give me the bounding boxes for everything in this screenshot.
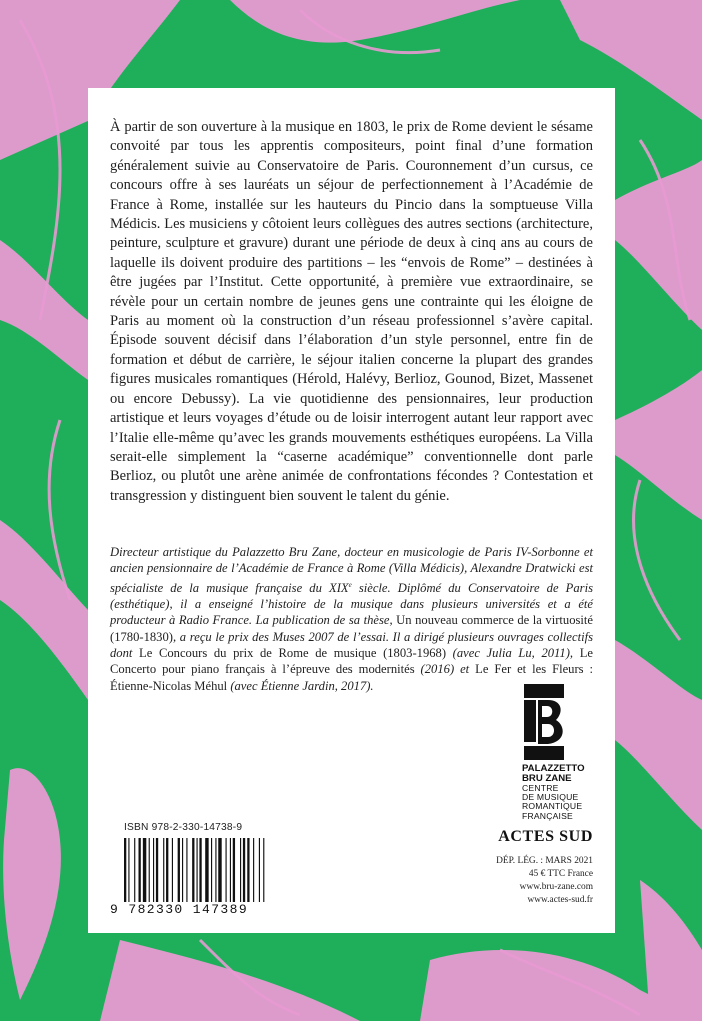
- palazzetto-bru-zane-logo: [522, 684, 602, 821]
- logo-subtitle-line-4: FRANÇAISE: [522, 810, 573, 821]
- bio-book-title-3: Le Concerto pour piano français à l’épreuve des modernités: [110, 645, 593, 677]
- author-biography: [110, 544, 593, 694]
- website-actes-sud: www.actes-sud.fr: [527, 895, 593, 905]
- barcode-digits: 9 782330 147389: [110, 902, 249, 917]
- bio-book-title-1: Un nouveau commerce de la virtuosité (1780-1830): [110, 613, 593, 644]
- publication-meta: [496, 855, 593, 907]
- bio-text-2: siècle. Diplômé du Conservatoire de Paris (esthétique), il a enseigné l’histoire de la musique dans plusieurs universités et a été producteur à Radio France. La publication de sa thèse,: [110, 580, 593, 628]
- isbn-barcode: [110, 838, 306, 918]
- bio-book-title-2: Le Concours du prix de Rome de musique (1803-1968): [139, 645, 447, 660]
- text-panel: [88, 88, 615, 933]
- legal-deposit: DÉP. LÉG. : MARS 2021: [496, 856, 593, 866]
- bio-text-4: (avec Julia Lu, 2011),: [446, 645, 580, 660]
- barcode-bars: [124, 838, 304, 902]
- bru-zane-logo-mark-icon: [522, 684, 566, 760]
- publisher-name: ACTES SUD: [498, 828, 593, 845]
- bio-text-3: , a reçu le prix des Muses 2007 de l’essai. Il a dirigé plusieurs ouvrages collectifs dont: [110, 629, 593, 660]
- logo-subtitle-line-3: ROMANTIQUE: [522, 801, 583, 812]
- logo-title-line-1: PALAZZETTO: [522, 763, 585, 774]
- back-cover-summary: À partir de son ouverture à la musique en 1803, le prix de Rome devient le sésame convoité par tous les apprentis compositeurs, point final d’une formation généralement suivie au Conservatoire de Paris. Couronnement d’un cursus, ce concours offre à ses lauréats un séjour de perfectionnement à l’Académie de France à Rome, installée sur les hauteurs du Pincio dans la somptueuse Villa Médicis. Les musiciens y côtoient leurs collègues des autres sections (architecture, peinture, sculpture et gravure) durant une période de deux à cinq ans au cours de laquelle ils doivent produire des partitions – les “envois de Rome” – destinées à être jugées par l’Institut. Cette opportunité, à première vue extraordinaire, se révèle pour un certain nombre de jeunes gens une contrainte qui les éloigne de Paris au moment où la construction d’un réseau professionnel s’avère capital. Épisode souvent décisif dans l’élaboration d’un style personnel, entre fin de formation et début de carrière, le séjour italien concerne la plupart des grandes figures musicales romantiques (Hérold, Halévy, Berlioz, Gounod, Bizet, Massenet ou encore Debussy). La vie quotidienne des pensionnaires, leur production artistique et leurs voyages d’étude ou de loisir interrogent autant leur rapport avec l’Italie elle-même qu’avec les grands mouvements esthétiques européens. La Villa serait-elle simplement la “caserne académique” conventionnelle dont parle Berlioz, ou plutôt une arène animée de confrontations fécondes ? Contestation et transgression y distinguent bien souvent le talent du génie.: [110, 119, 593, 504]
- website-bru-zane: www.bru-zane.com: [519, 882, 593, 892]
- logo-title-line-2: BRU ZANE: [522, 773, 572, 784]
- logo-subtitle-line-1: CENTRE: [522, 783, 559, 793]
- bio-text-5: (2016) et: [414, 662, 476, 677]
- bio-book-title-4: Le Fer et les Fleurs : Étienne-Nicolas Méhul: [110, 662, 593, 693]
- logo-subtitle-line-2: DE MUSIQUE: [522, 792, 579, 803]
- price: 45 € TTC France: [528, 869, 593, 879]
- bio-text-1: Directeur artistique du Palazzetto Bru Zane, docteur en musicologie de Paris IV-Sorbonne et ancien pensionnaire de l’Académie de France à Rome (Villa Médicis), Alexandre Dratwicki est spécialiste de la musique française du XIX: [110, 545, 593, 595]
- isbn-label: ISBN 978-2-330-14738-9: [124, 822, 243, 833]
- bio-century-superscript: e: [348, 580, 352, 589]
- bio-text-6: (avec Étienne Jardin, 2017).: [227, 678, 374, 693]
